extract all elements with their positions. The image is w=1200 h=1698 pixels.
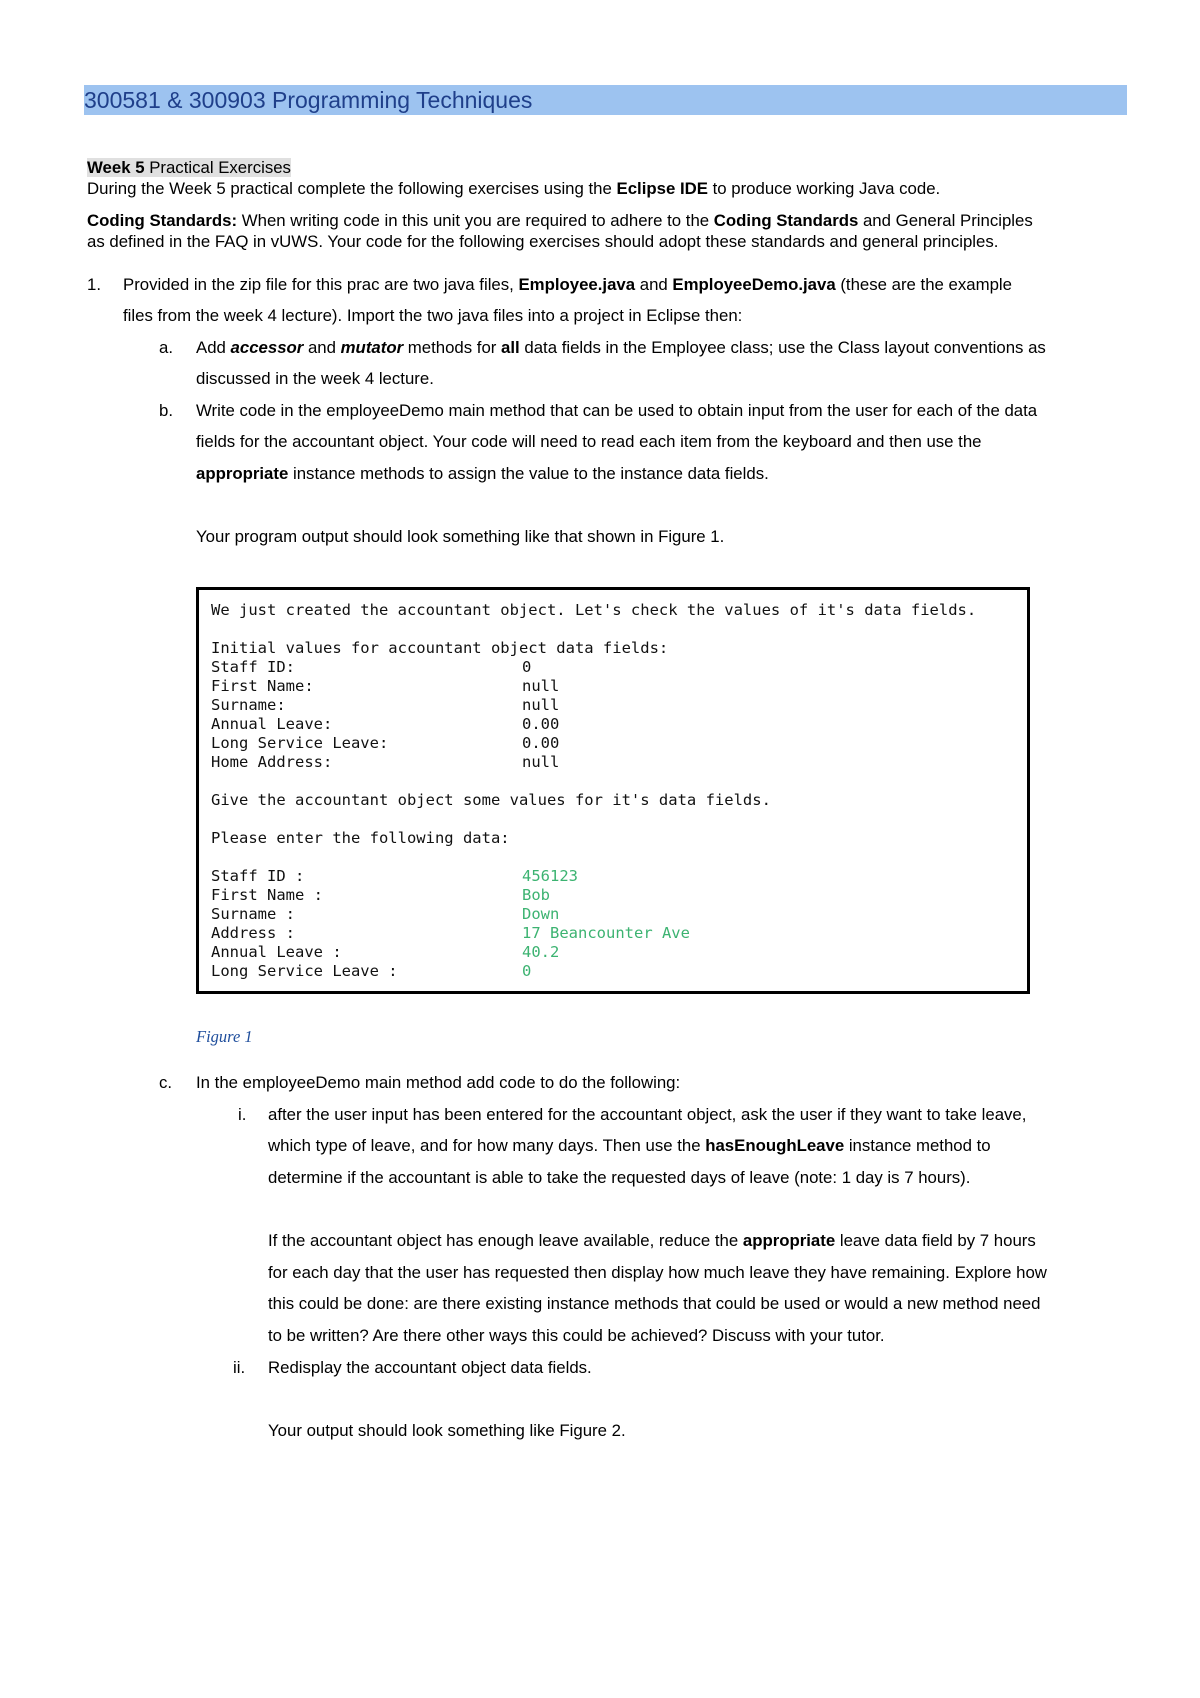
- item-a-line1: [196, 337, 1046, 358]
- console-input-value: 40.2: [522, 943, 560, 961]
- item-a-text-pre: Add: [196, 338, 231, 357]
- console-value: 0: [522, 658, 532, 676]
- item-a-text-post: data fields in the Employee class; use the Class layout conventions as: [519, 338, 1046, 357]
- item-i-p2-text-post: leave data field by 7 hours: [835, 1231, 1036, 1250]
- has-enough-leave-word: hasEnoughLeave: [705, 1136, 845, 1155]
- console-label: Surname :: [211, 905, 295, 923]
- console-input-value: 456123: [522, 867, 578, 885]
- item1-text-post: (these are the example: [835, 275, 1012, 294]
- console-label: Annual Leave :: [211, 943, 342, 961]
- page-title: [84, 85, 1127, 115]
- coding-standards-text1: When writing code in this unit you are required to adhere to the: [237, 211, 714, 230]
- all-word: all: [501, 338, 520, 357]
- employee-demo-java-name: EmployeeDemo.java: [672, 275, 836, 294]
- page-title-text: 300581 & 300903 Programming Techniques: [84, 87, 533, 113]
- item-i-para2-line1: [268, 1230, 1036, 1251]
- console-input-value: 17 Beancounter Ave: [522, 924, 690, 942]
- item1-marker: 1.: [87, 275, 101, 294]
- item-b-line2: fields for the accountant object. Your code will need to read each item from the keyboard and then use the: [196, 432, 982, 451]
- console-label: Address :: [211, 924, 295, 942]
- console-value: 0.00: [522, 734, 560, 752]
- item-a-marker: a.: [159, 338, 173, 357]
- item-ii-marker: ii.: [233, 1358, 246, 1377]
- item-i-para2-line2: for each day that the user has requested then display how much leave they have remaining. Explore how: [268, 1263, 1047, 1282]
- console-input-value: Bob: [522, 886, 550, 904]
- accessor-word: accessor: [230, 338, 304, 357]
- week-heading: [87, 157, 1132, 178]
- coding-standards-bold: Coding Standards: [713, 211, 859, 230]
- intro-line: [87, 178, 1132, 199]
- item-c-line1: In the employeeDemo main method add code to do the following:: [196, 1073, 681, 1092]
- coding-standards-label: Coding Standards:: [87, 211, 238, 230]
- console-label: Annual Leave:: [211, 715, 333, 733]
- console-input-value: Down: [522, 905, 560, 923]
- console-output-figure: [196, 587, 1030, 994]
- item-i-line2: [268, 1135, 991, 1156]
- item-ii-line1: Redisplay the accountant object data fields.: [268, 1358, 592, 1377]
- item-b-text-post: instance methods to assign the value to the instance data fields.: [288, 464, 769, 483]
- console-line-initial-header: Initial values for accountant object data fields:: [211, 639, 669, 657]
- intro-text-pre: During the Week 5 practical complete the following exercises using the: [87, 179, 617, 198]
- console-label: First Name:: [211, 677, 314, 695]
- item-a-line2: discussed in the week 4 lecture.: [196, 369, 434, 388]
- console-label: Long Service Leave :: [211, 962, 398, 980]
- item-i-line3: determine if the accountant is able to take the requested days of leave (note: 1 day is 7 hours).: [268, 1168, 971, 1187]
- week-label: Week 5: [87, 158, 145, 177]
- console-value: null: [522, 677, 560, 695]
- console-value: null: [522, 696, 560, 714]
- console-label: Long Service Leave:: [211, 734, 389, 752]
- figure-caption: Figure 1: [196, 1027, 253, 1046]
- item1-text-mid: and: [635, 275, 673, 294]
- item-ii-line2: Your output should look something like Figure 2.: [268, 1421, 626, 1440]
- appropriate-word: appropriate: [742, 1231, 836, 1250]
- console-value: 0.00: [522, 715, 560, 733]
- item-i-marker: i.: [238, 1105, 247, 1124]
- item1-text-pre: Provided in the zip file for this prac are two java files,: [123, 275, 519, 294]
- week-heading-rest: Practical Exercises: [144, 158, 291, 177]
- mutator-word: mutator: [340, 338, 404, 357]
- item-c-marker: c.: [159, 1073, 173, 1092]
- coding-standards-line2: [87, 231, 1132, 252]
- console-line-give: Give the accountant object some values for it's data fields.: [211, 791, 771, 809]
- item-i-text-pre: which type of leave, and for how many days. Then use the: [268, 1136, 706, 1155]
- intro-text-bold: Eclipse IDE: [616, 179, 708, 198]
- intro-text-post: to produce working Java code.: [707, 179, 941, 198]
- console-label: Home Address:: [211, 753, 333, 771]
- item-i-para2-line3: this could be done: are there existing instance methods that could be used or would a new method need: [268, 1294, 1041, 1313]
- console-line-enter: Please enter the following data:: [211, 829, 510, 847]
- item-a-text-mid2: methods for: [403, 338, 502, 357]
- console-value: null: [522, 753, 560, 771]
- item1-line2: files from the week 4 lecture). Import the two java files into a project in Eclipse then:: [123, 306, 743, 325]
- employee-java-name: Employee.java: [518, 275, 636, 294]
- coding-standards-text2: and General Principles: [858, 211, 1033, 230]
- item-i-para2-line4: to be written? Are there other ways this could be achieved? Discuss with your tutor.: [268, 1326, 885, 1345]
- coding-standards-text3: as defined in the FAQ in vUWS. Your code for the following exercises should adopt these standards and general principles.: [87, 232, 999, 251]
- console-label: Surname:: [211, 696, 286, 714]
- item-a-text-mid1: and: [303, 338, 341, 357]
- item-i-line1: after the user input has been entered for the accountant object, ask the user if they want to take leave,: [268, 1105, 1027, 1124]
- console-line-created: We just created the accountant object. Let's check the values of it's data fields.: [211, 601, 977, 619]
- item-b-line4: Your program output should look something like that shown in Figure 1.: [196, 527, 725, 546]
- item-b-line1: Write code in the employeeDemo main method that can be used to obtain input from the user for each of the data: [196, 401, 1038, 420]
- item-b-line3: [196, 463, 769, 484]
- coding-standards-line1: [87, 210, 1132, 231]
- appropriate-word: appropriate: [196, 464, 289, 483]
- item-i-p2-text-pre: If the accountant object has enough leave available, reduce the: [268, 1231, 743, 1250]
- console-label: First Name :: [211, 886, 323, 904]
- item-i-text-post: instance method to: [844, 1136, 991, 1155]
- console-input-value: 0: [522, 962, 532, 980]
- item1-line1: [123, 274, 1012, 295]
- console-label: Staff ID:: [211, 658, 295, 676]
- item-b-marker: b.: [159, 401, 173, 420]
- console-label: Staff ID :: [211, 867, 305, 885]
